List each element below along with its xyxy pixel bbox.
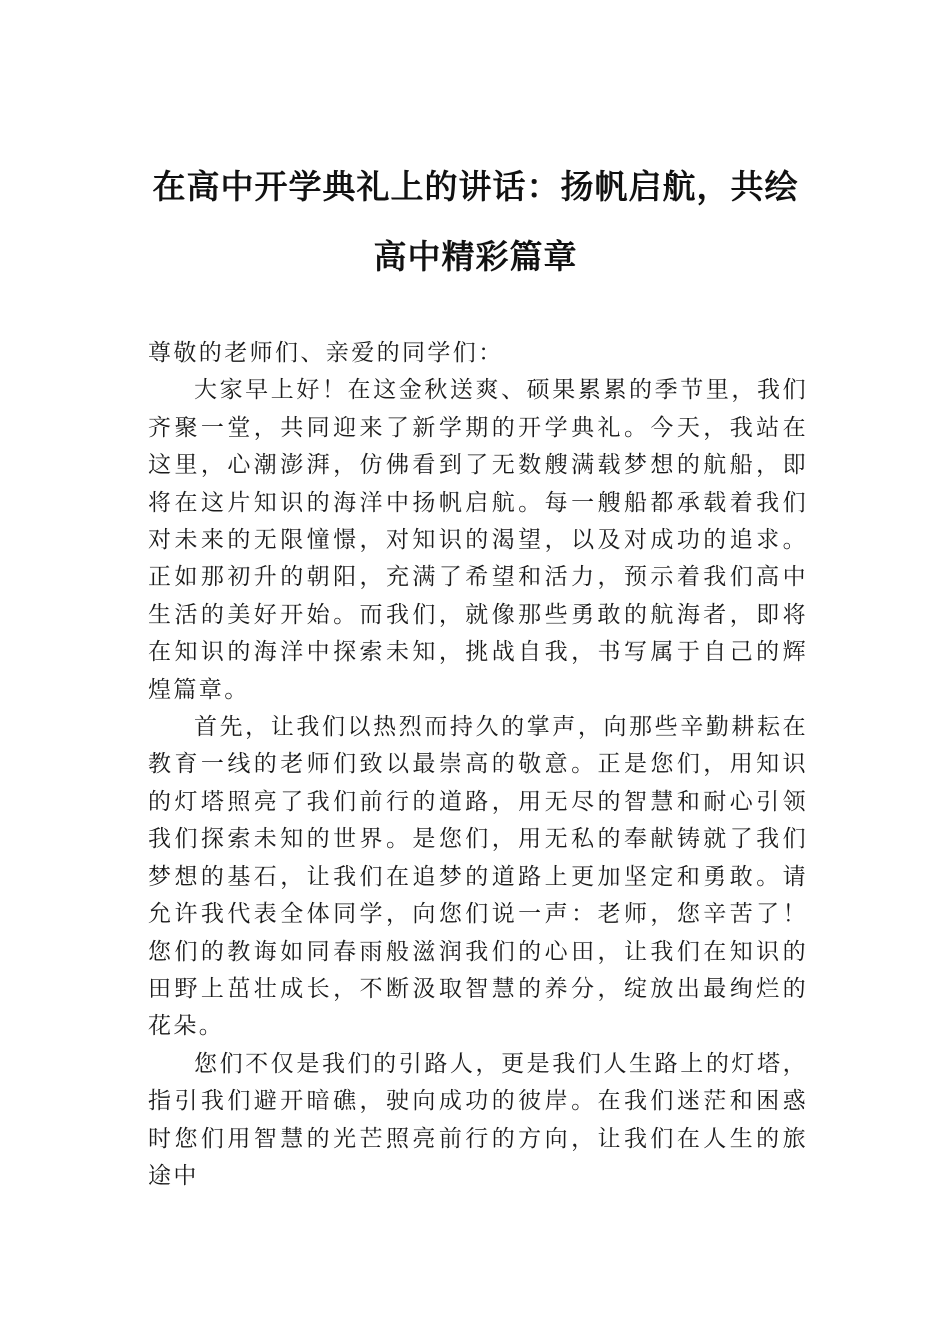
- paragraph-3: 您们不仅是我们的引路人，更是我们人生路上的灯塔，指引我们避开暗礁，驶向成功的彼岸。在我们迷茫和困惑时您们用智慧的光芒照亮前行的方向，让我们在人生的旅途中: [148, 1050, 808, 1189]
- paragraph-1: 大家早上好！在这金秋送爽、硕果累累的季节里，我们齐聚一堂，共同迎来了新学期的开学典礼。今天，我站在这里，心潮澎湃，仿佛看到了无数艘满载梦想的航船，即将在这片知识的海洋中扬帆启航。每一艘船都承载着我们对未来的无限憧憬，对知识的渴望，以及对成功的追求。正如那初升的朝阳，充满了希望和活力，预示着我们高中生活的美好开始。而我们，就像那些勇敢的航海者，即将在知识的海洋中探索未知，挑战自我，书写属于自己的辉煌篇章。: [148, 377, 808, 703]
- paragraph-2: 首先，让我们以热烈而持久的掌声，向那些辛勤耕耘在教育一线的老师们致以最崇高的敬意。正是您们，用知识的灯塔照亮了我们前行的道路，用无尽的智慧和耐心引领我们探索未知的世界。是您们，用无私的奉献铸就了我们梦想的基石，让我们在追梦的道路上更加坚定和勇敢。请允许我代表全体同学，向您们说一声：老师，您辛苦了！您们的教诲如同春雨般滋润我们的心田，让我们在知识的田野上茁壮成长，不断汲取智慧的养分，绽放出最绚烂的花朵。: [148, 714, 808, 1040]
- document-title: 在高中开学典礼上的讲话：扬帆启航，共绘高中精彩篇章: [152, 167, 799, 276]
- document-body: [148, 335, 808, 1195]
- salutation: 尊敬的老师们、亲爱的同学们：: [148, 340, 504, 366]
